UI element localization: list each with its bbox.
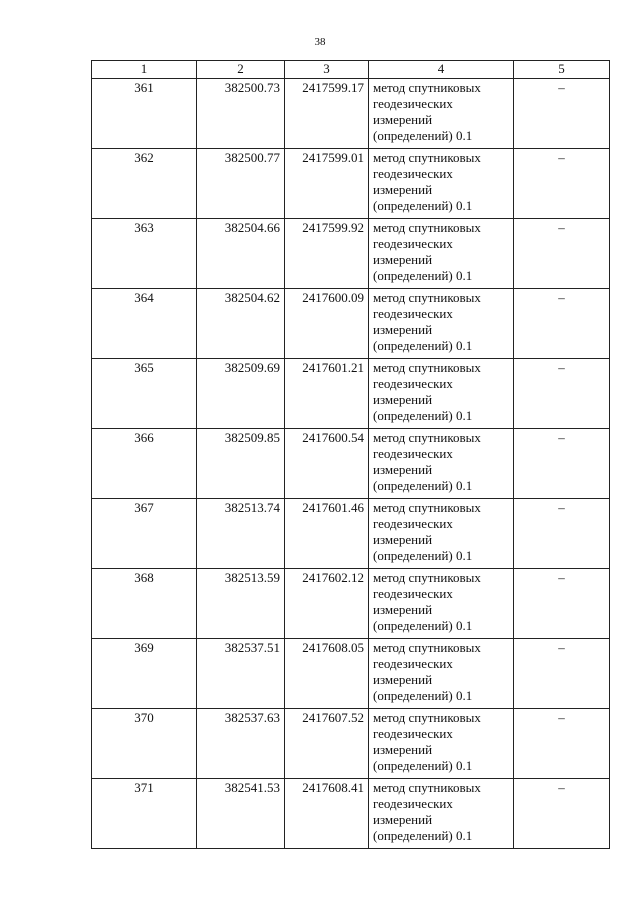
dash-mark: – (558, 710, 565, 725)
table-row (92, 569, 610, 639)
method-text-line: (определений) 0.1 (373, 338, 473, 353)
method-text-line: измерений (373, 322, 433, 337)
x-coordinate-cell: 382509.85 (197, 429, 285, 499)
error-cell (514, 639, 610, 709)
point-number-cell: 370 (92, 709, 197, 779)
method-text-line: метод спутниковых (373, 220, 481, 235)
x-coordinate-cell: 382509.69 (197, 359, 285, 429)
error-cell (514, 289, 610, 359)
method-text-line: геодезических (373, 306, 453, 321)
method-text-line: (определений) 0.1 (373, 128, 473, 143)
method-text-line: (определений) 0.1 (373, 268, 473, 283)
y-coordinate-cell: 2417601.21 (285, 359, 369, 429)
y-coordinate-cell: 2417601.46 (285, 499, 369, 569)
method-text-line: геодезических (373, 376, 453, 391)
table-body (92, 79, 610, 849)
y-coordinate-cell: 2417608.41 (285, 779, 369, 849)
method-text-line: измерений (373, 182, 433, 197)
x-coordinate-cell: 382500.73 (197, 79, 285, 149)
point-number-cell: 368 (92, 569, 197, 639)
point-number-cell: 366 (92, 429, 197, 499)
dash-mark: – (558, 150, 565, 165)
point-number-cell: 369 (92, 639, 197, 709)
point-number-cell: 362 (92, 149, 197, 219)
table-row (92, 219, 610, 289)
method-cell (369, 219, 514, 289)
method-text-line: геодезических (373, 726, 453, 741)
method-text-line: (определений) 0.1 (373, 688, 473, 703)
dash-mark: – (558, 780, 565, 795)
point-number-cell: 371 (92, 779, 197, 849)
method-text-line: метод спутниковых (373, 570, 481, 585)
point-number-cell: 361 (92, 79, 197, 149)
method-text-line: измерений (373, 812, 433, 827)
error-cell (514, 779, 610, 849)
method-text-line: метод спутниковых (373, 710, 481, 725)
error-cell (514, 219, 610, 289)
header-col-2: 2 (197, 61, 285, 79)
method-text-line: геодезических (373, 796, 453, 811)
method-text-line: (определений) 0.1 (373, 408, 473, 423)
y-coordinate-cell: 2417599.01 (285, 149, 369, 219)
method-text-line: (определений) 0.1 (373, 828, 473, 843)
error-cell (514, 429, 610, 499)
method-cell (369, 709, 514, 779)
table-row (92, 79, 610, 149)
method-cell (369, 289, 514, 359)
method-text-line: измерений (373, 532, 433, 547)
method-text-line: метод спутниковых (373, 640, 481, 655)
method-text-line: метод спутниковых (373, 780, 481, 795)
method-text-line: (определений) 0.1 (373, 548, 473, 563)
page-number: 38 (314, 36, 326, 48)
error-cell (514, 79, 610, 149)
x-coordinate-cell: 382504.62 (197, 289, 285, 359)
table-row (92, 779, 610, 849)
method-text-line: геодезических (373, 446, 453, 461)
method-text-line: метод спутниковых (373, 360, 481, 375)
header-col-5: 5 (514, 61, 610, 79)
dash-mark: – (558, 570, 565, 585)
x-coordinate-cell: 382537.63 (197, 709, 285, 779)
method-text-line: измерений (373, 602, 433, 617)
point-number-cell: 363 (92, 219, 197, 289)
y-coordinate-cell: 2417602.12 (285, 569, 369, 639)
table-row (92, 429, 610, 499)
method-cell (369, 149, 514, 219)
method-text-line: измерений (373, 392, 433, 407)
dash-mark: – (558, 430, 565, 445)
method-cell (369, 639, 514, 709)
method-text-line: метод спутниковых (373, 500, 481, 515)
x-coordinate-cell: 382513.59 (197, 569, 285, 639)
table-row (92, 499, 610, 569)
method-text-line: геодезических (373, 166, 453, 181)
table-row (92, 149, 610, 219)
dash-mark: – (558, 220, 565, 235)
method-text-line: (определений) 0.1 (373, 478, 473, 493)
dash-mark: – (558, 80, 565, 95)
point-number-cell: 365 (92, 359, 197, 429)
method-text-line: геодезических (373, 236, 453, 251)
method-text-line: (определений) 0.1 (373, 758, 473, 773)
y-coordinate-cell: 2417600.54 (285, 429, 369, 499)
method-text-line: геодезических (373, 96, 453, 111)
coordinates-table (91, 60, 610, 849)
method-text-line: измерений (373, 252, 433, 267)
method-text-line: измерений (373, 742, 433, 757)
method-cell (369, 79, 514, 149)
dash-mark: – (558, 290, 565, 305)
dash-mark: – (558, 360, 565, 375)
method-text-line: измерений (373, 462, 433, 477)
error-cell (514, 359, 610, 429)
error-cell (514, 149, 610, 219)
method-text-line: геодезических (373, 586, 453, 601)
method-text-line: (определений) 0.1 (373, 198, 473, 213)
header-col-1: 1 (92, 61, 197, 79)
method-text-line: метод спутниковых (373, 80, 481, 95)
x-coordinate-cell: 382513.74 (197, 499, 285, 569)
x-coordinate-cell: 382504.66 (197, 219, 285, 289)
error-cell (514, 499, 610, 569)
method-text-line: геодезических (373, 656, 453, 671)
y-coordinate-cell: 2417600.09 (285, 289, 369, 359)
y-coordinate-cell: 2417607.52 (285, 709, 369, 779)
header-col-3: 3 (285, 61, 369, 79)
method-text-line: метод спутниковых (373, 150, 481, 165)
method-cell (369, 779, 514, 849)
method-cell (369, 499, 514, 569)
method-cell (369, 429, 514, 499)
method-text-line: измерений (373, 112, 433, 127)
x-coordinate-cell: 382537.51 (197, 639, 285, 709)
x-coordinate-cell: 382541.53 (197, 779, 285, 849)
table-header-row (92, 61, 610, 79)
header-col-4: 4 (369, 61, 514, 79)
point-number-cell: 367 (92, 499, 197, 569)
method-cell (369, 569, 514, 639)
method-text-line: измерений (373, 672, 433, 687)
dash-mark: – (558, 640, 565, 655)
table-row (92, 709, 610, 779)
y-coordinate-cell: 2417599.17 (285, 79, 369, 149)
x-coordinate-cell: 382500.77 (197, 149, 285, 219)
point-number-cell: 364 (92, 289, 197, 359)
table-row (92, 639, 610, 709)
method-cell (369, 359, 514, 429)
table-row (92, 359, 610, 429)
method-text-line: метод спутниковых (373, 430, 481, 445)
y-coordinate-cell: 2417608.05 (285, 639, 369, 709)
error-cell (514, 709, 610, 779)
dash-mark: – (558, 500, 565, 515)
method-text-line: геодезических (373, 516, 453, 531)
method-text-line: метод спутниковых (373, 290, 481, 305)
error-cell (514, 569, 610, 639)
y-coordinate-cell: 2417599.92 (285, 219, 369, 289)
table-row (92, 289, 610, 359)
method-text-line: (определений) 0.1 (373, 618, 473, 633)
